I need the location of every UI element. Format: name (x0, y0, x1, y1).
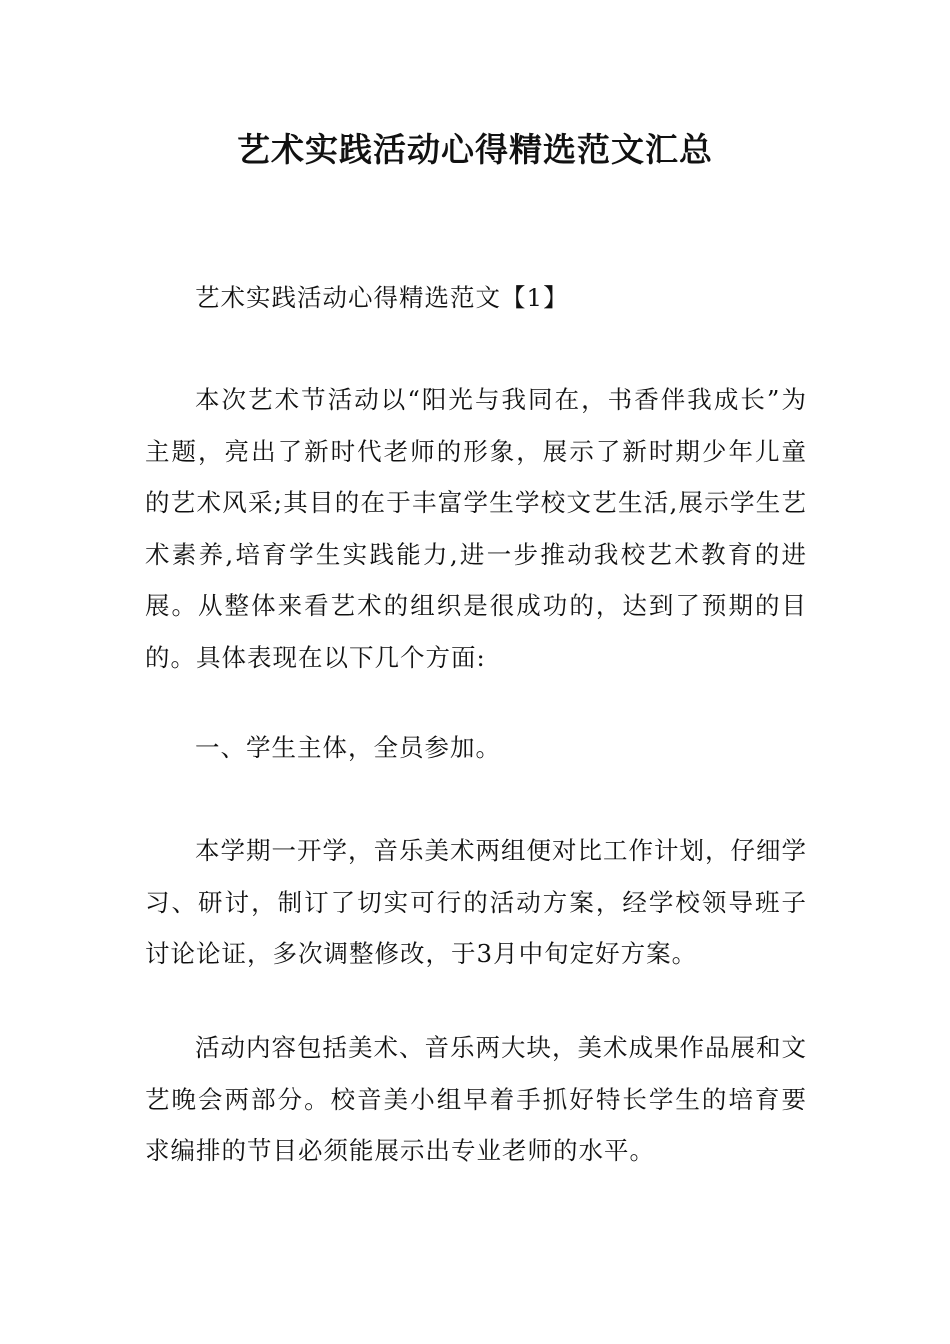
section-heading-students: 一、学生主体，全员参加。 (195, 733, 501, 762)
paragraph-intro: 本次艺术节活动以“阳光与我同在，书香伴我成长”为主题，亮出了新时代老师的形象，展示了新时期少年儿童的艺术风采;其目的在于丰富学生学校文艺生活,展示学生艺术素养,培育学生实践能力,进一步推动我校艺术教育的进展。从整体来看艺术的组织是很成功的，达到了预期的目的。具体表现在以下几个方面: (145, 385, 807, 672)
paragraph-content: 活动内容包括美术、音乐两大块，美术成果作品展和文艺晚会两部分。校音美小组早着手抓好特长学生的培育要求编排的节目必须能展示出专业老师的水平。 (145, 1033, 807, 1165)
paragraph-planning: 本学期一开学，音乐美术两组便对比工作计划，仔细学习、研讨，制订了切实可行的活动方案，经学校领导班子讨论论证，多次调整修改，于3月中旬定好方案。 (145, 836, 807, 968)
document-title: 艺术实践活动心得精选范文汇总 (237, 130, 713, 169)
section-heading-1: 艺术实践活动心得精选范文【1】 (195, 283, 569, 312)
